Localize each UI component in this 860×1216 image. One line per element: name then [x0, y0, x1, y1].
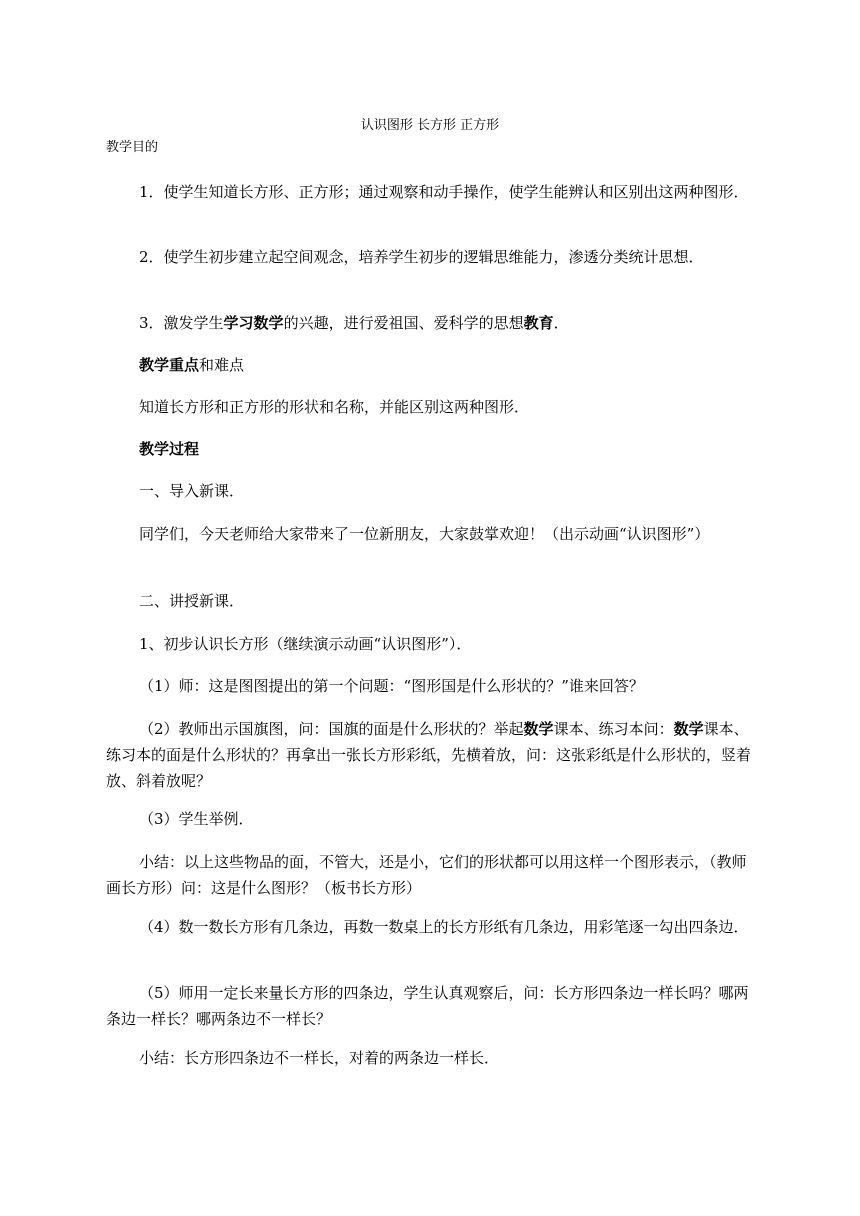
intro-paragraph: 同学们，今天老师给大家带来了一位新朋友，大家鼓掌欢迎！（出示动画“认识图形”） [139, 525, 710, 543]
objectives-label: 教学目的 [106, 140, 159, 155]
process-heading: 教学过程 [139, 440, 200, 458]
key-points-text: 知道长方形和正方形的形状和名称，并能区别这两种图形． [139, 398, 530, 416]
subsection-1: 1、初步认识长方形（继续演示动画“认识图形”）． [139, 635, 472, 653]
step-2: （2）教师出示国旗图，问：国旗的面是什么形状的？举起数学课本、练习本问：数学课本、练习本的面是什么形状的？再拿出一张长方形彩纸，先横着放，问：这张彩纸是什么形状的，竖着放、斜着放呢？ [106, 720, 752, 790]
key-points-heading: 教学重点和难点 [139, 356, 245, 374]
step-4: （4）数一数长方形有几条边，再数一数桌上的长方形纸有几条边，用彩笔逐一勾出四条边． [139, 918, 749, 936]
section-2-heading: 二、讲授新课． [139, 592, 245, 610]
step-1: （1）师：这是图图提出的第一个问题：“图形国是什么形状的？”谁来回答？ [139, 677, 644, 695]
summary-1: 小结：以上这些物品的面，不管大，还是小，它们的形状都可以用这样一个图形表示，（教师画长方形）问：这是什么图形？（板书长方形） [106, 853, 747, 897]
objective-2: 2．使学生初步建立起空间观念，培养学生初步的逻辑思维能力，渗透分类统计思想． [139, 248, 704, 266]
objective-3: 3．激发学生学习数学的兴趣，进行爱祖国、爱科学的思想教育． [139, 314, 569, 332]
section-1-heading: 一、导入新课． [139, 482, 245, 500]
step-3: （3）学生举例． [139, 810, 254, 828]
objective-1: 1．使学生知道长方形、正方形；通过观察和动手操作，使学生能辨认和区别出这两种图形． [139, 183, 749, 201]
document-title: 认识图形 长方形 正方形 [360, 118, 500, 133]
summary-2: 小结：长方形四条边不一样长，对着的两条边一样长． [139, 1049, 500, 1067]
step-5: （5）师用一定长来量长方形的四条边，学生认真观察后，问：长方形四条边一样长吗？哪两条边一样长？哪两条边不一样长？ [106, 984, 749, 1028]
